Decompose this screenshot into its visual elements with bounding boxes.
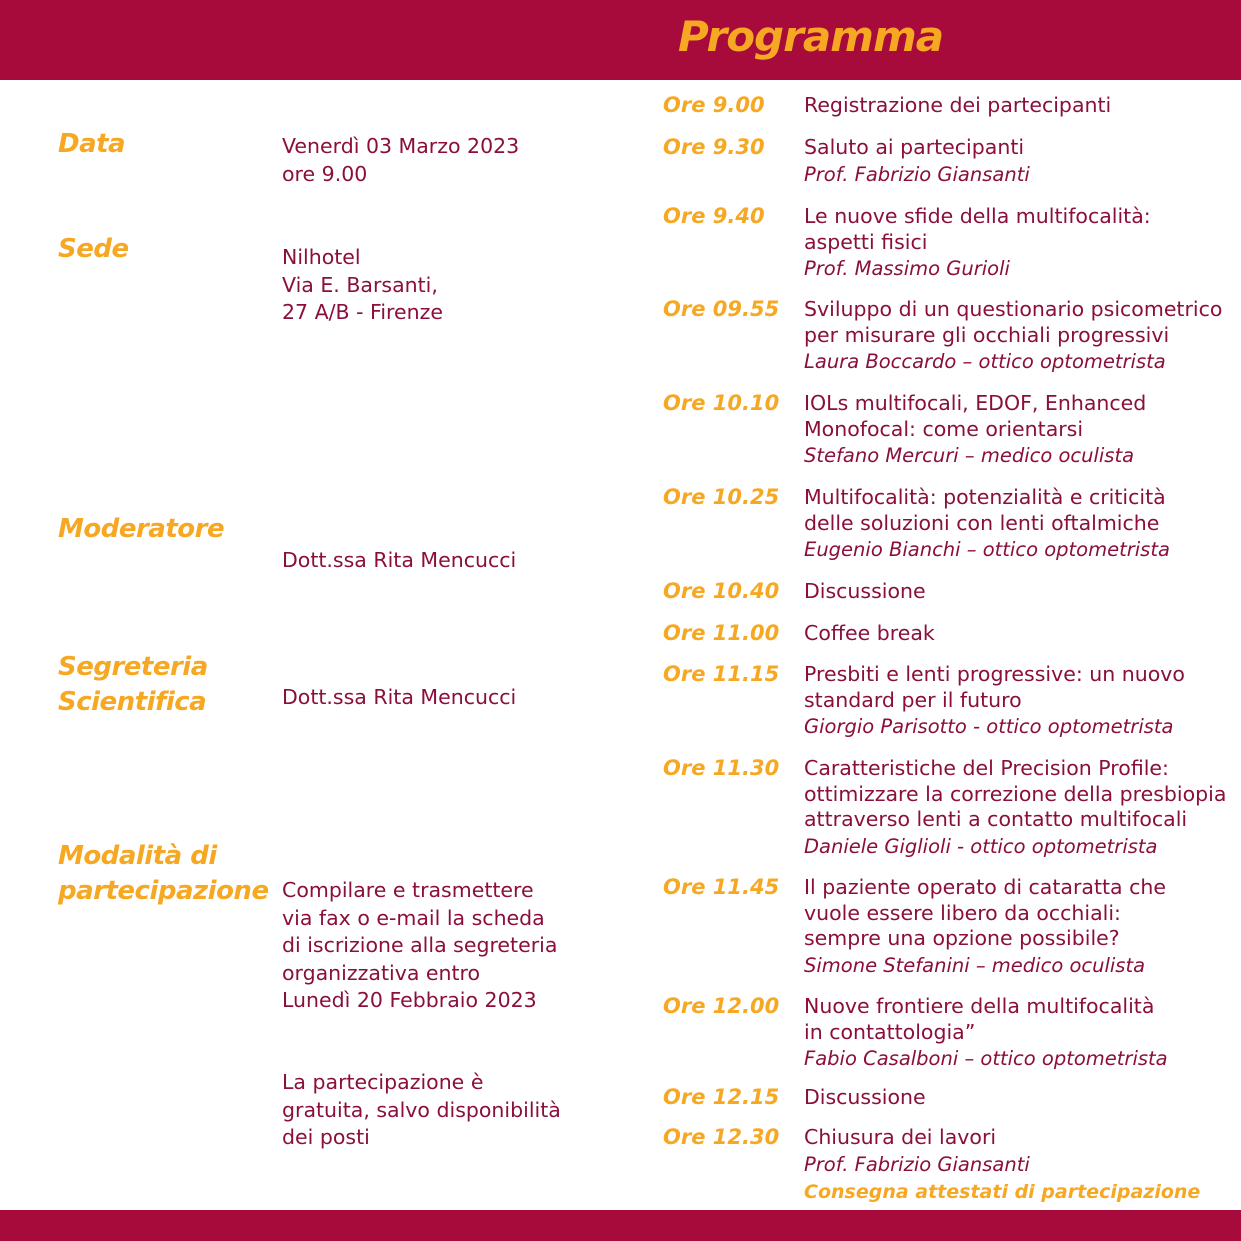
program-speaker: Daniele Giglioli - ottico optometrista [804,834,1158,858]
program-title: Coffee break [804,621,935,645]
program-time: Ore 11.45 [663,875,780,899]
program-title: Discussione [804,1085,926,1109]
program-time: Ore 12.00 [663,994,780,1018]
program-time: Ore 10.25 [663,485,780,509]
program-time: Ore 10.10 [663,391,780,415]
certificate-note: Consegna attestati di partecipazione [804,1180,1201,1203]
info-label-modalita: Modalità di partecipazione [58,841,269,906]
program-time: Ore 12.30 [663,1125,780,1149]
info-value-sede: Nilhotel Via E. Barsanti, 27 A/B - Firenze [282,245,443,324]
program-title: Chiusura dei lavori [804,1125,997,1149]
info-label-segreteria: Segreteria Scientifica [58,652,208,717]
program-title: Discussione [804,579,926,603]
program-time: Ore 12.15 [663,1085,780,1109]
page-title: Programma [678,12,944,61]
program-time: Ore 9.40 [663,204,765,228]
program-title: Il paziente operato di cataratta che vuole essere libero da occhiali: sempre una opzione possibile? [804,875,1166,950]
program-time: Ore 11.00 [663,621,780,645]
participation-note: La partecipazione è gratuita, salvo disponibilità dei posti [282,1070,561,1149]
program-time: Ore 9.00 [663,93,765,117]
program-speaker: Prof. Massimo Gurioli [804,257,1010,280]
info-label-moderatore: Moderatore [58,514,225,544]
info-value-moderatore: Dott.ssa Rita Mencucci [282,548,517,572]
program-title: Saluto ai partecipanti [804,135,1025,159]
program-title: Multifocalità: potenzialità e criticità delle soluzioni con lenti oftalmiche [804,485,1166,535]
header-bar [0,0,1241,80]
program-title: Sviluppo di un questionario psicometrico per misurare gli occhiali progressivi [804,297,1223,347]
program-time: Ore 11.30 [663,756,780,780]
program-speaker: Laura Boccardo – ottico optometrista [804,350,1166,373]
program-speaker: Simone Stefanini – medico oculista [804,953,1146,977]
program-time: Ore 10.40 [663,579,780,603]
info-value-data: Venerdì 03 Marzo 2023 ore 9.00 [282,134,520,186]
program-speaker: Eugenio Bianchi – ottico optometrista [804,538,1170,561]
program-time: Ore 9.30 [663,135,765,159]
program-speaker: Prof. Fabrizio Giansanti [804,1152,1030,1176]
program-title: Registrazione dei partecipanti [804,93,1112,117]
program-time: Ore 09.55 [663,297,780,321]
program-speaker: Prof. Fabrizio Giansanti [804,162,1030,186]
program-speaker: Giorgio Parisotto - ottico optometrista [804,715,1174,738]
program-title: Le nuove sfide della multifocalità: aspetti fisici [804,204,1151,254]
program-speaker: Stefano Mercuri – medico oculista [804,444,1135,467]
info-value-segreteria: Dott.ssa Rita Mencucci [282,685,517,709]
footer-bar [0,1210,1241,1241]
info-label-data: Data [58,129,126,159]
program-title: IOLs multifocali, EDOF, Enhanced Monofocal: come orientarsi [804,391,1147,441]
info-value-modalita: Compilare e trasmettere via fax o e-mail la scheda di iscrizione alla segreteria organizzativa entro Lunedì 20 Febbraio 2023 [282,878,558,1012]
program-time: Ore 11.15 [663,662,780,686]
program-title: Caratteristiche del Precision Profile: ottimizzare la correzione della presbiopia attraverso lenti a contatto multifocali [804,756,1227,831]
info-label-sede: Sede [58,234,129,264]
program-speaker: Fabio Casalboni – ottico optometrista [804,1047,1168,1070]
program-title: Presbiti e lenti progressive: un nuovo standard per il futuro [804,662,1185,712]
program-title: Nuove frontiere della multifocalità in contattologia” [804,994,1155,1044]
